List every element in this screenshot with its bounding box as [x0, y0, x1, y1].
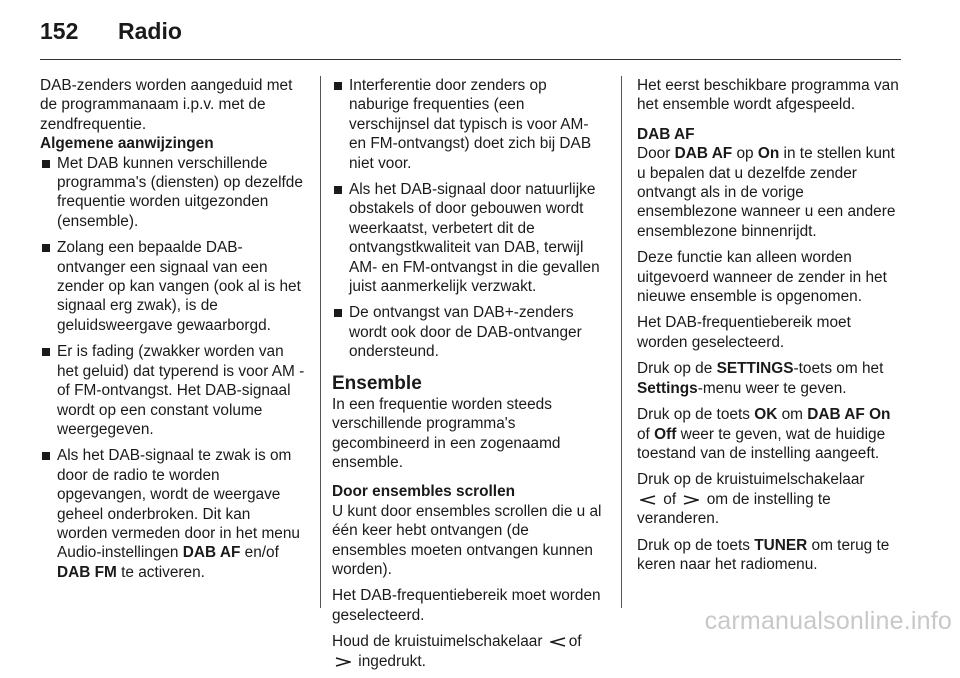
list-item — [40, 446, 305, 582]
column-2 — [332, 76, 602, 678]
bullet-list — [332, 76, 602, 362]
paragraph-text: weer te geven, wat de huidige toestand van de instelling aangeeft. — [637, 425, 886, 462]
section-title: Ensemble — [332, 372, 422, 394]
menu-item-dab-fm: DAB FM — [57, 563, 117, 581]
watermark: carmanualsonline.info — [704, 607, 952, 635]
page-number: 152 — [40, 17, 79, 44]
paragraph: Deze functie kan alleen worden uitgevoerd wanneer de zender in het nieuwe ensemble is opgenomen. — [637, 249, 887, 306]
paragraph-text: om de instelling te veranderen. — [637, 490, 831, 528]
arrow-left-icon — [550, 637, 566, 647]
option-off: Off — [654, 425, 677, 443]
column-1 — [40, 76, 305, 589]
tuner-key: TUNER — [754, 536, 808, 554]
section-heading: DAB AF — [637, 125, 695, 143]
column-divider-1 — [320, 76, 321, 608]
paragraph: Het DAB-frequentiebereik moet worden geselecteerd. — [332, 587, 601, 624]
arrow-right-icon — [335, 657, 351, 667]
page-header — [40, 14, 182, 48]
paragraph — [637, 359, 903, 398]
section-intro: In een frequentie worden steeds verschillende programma's gecombineerd in een zogenaamd ensemble. — [332, 395, 561, 471]
settings-menu: Settings — [637, 379, 698, 397]
paragraph: Het DAB-frequentiebereik moet worden geselecteerd. — [637, 314, 851, 351]
paragraph-text: om terug te keren naar het radiomenu. — [637, 536, 890, 573]
paragraph-text: -menu weer te geven. — [697, 379, 847, 397]
list-text: Als het DAB-signaal te zwak is om door de radio te worden opgevangen, wordt de weergave geheel onderbroken. Dit kan worden vermeden door in het menu Audio-instellingen — [57, 447, 300, 562]
page-title: Radio — [118, 17, 182, 44]
paragraph-text: of — [568, 633, 582, 651]
column-3 — [637, 76, 903, 581]
menu-item-dab-af: DAB AF — [182, 544, 241, 562]
option-on: On — [757, 145, 780, 163]
column-divider-2 — [621, 76, 622, 608]
menu-item-dab-af: DAB AF — [674, 145, 733, 163]
paragraph-text: Druk op de toets — [637, 536, 755, 554]
list-text: te activeren. — [116, 563, 205, 581]
intro-paragraph: DAB-zenders worden aangeduid met de programmanaam i.p.v. met de zendfrequentie. — [40, 77, 293, 133]
header-rule — [40, 59, 901, 60]
paragraph — [637, 470, 903, 528]
subheading: Door ensembles scrollen — [332, 483, 516, 501]
paragraph-text: op — [732, 145, 758, 163]
list-item: Zolang een bepaalde DAB-ontvanger een signaal van een zender op kan vangen (ook al is het signaal erg zwak), is de geluidsweergave gewaarborgd. — [40, 238, 305, 335]
paragraph: Het eerst beschikbare programma van het ensemble wordt afgespeeld. — [637, 77, 899, 114]
paragraph — [637, 536, 903, 575]
list-item: Interferentie door zenders op naburige frequenties (een verschijnsel dat typisch is voor AM- en FM-ontvangst) doet zich bij DAB niet voor. — [332, 76, 602, 173]
list-text: en/of — [240, 544, 279, 562]
arrow-left-icon — [640, 495, 656, 505]
paragraph: U kunt door ensembles scrollen die u al één keer hebt ontvangen (de ensembles moeten ontvangen kunnen worden). — [332, 502, 602, 578]
paragraph — [332, 632, 602, 671]
paragraph-text: Houd de kruistuimelschakelaar — [332, 633, 543, 651]
paragraph-text: Druk op de — [637, 360, 717, 378]
list-item: Als het DAB-signaal door natuurlijke obstakels of door gebouwen wordt weerkaatst, verbetert dit de ontvangstkwaliteit van DAB, terwijl AM- en FM-ontvangst in die gevallen juist aanmerkelijk verzwakt. — [332, 180, 602, 296]
paragraph-text: of — [663, 490, 677, 508]
section-heading: Algemene aanwijzingen — [40, 135, 214, 153]
settings-key: SETTINGS — [716, 360, 794, 378]
bullet-list — [40, 154, 305, 583]
paragraph-text: Druk op de toets — [637, 406, 755, 424]
ok-key: OK — [754, 406, 778, 424]
paragraph-text: of — [637, 425, 655, 443]
paragraph — [637, 405, 903, 463]
paragraph-text: Door — [637, 145, 675, 163]
paragraph-text: ingedrukt. — [358, 652, 426, 670]
paragraph-text: om — [777, 406, 808, 424]
list-item: Er is fading (zwakker worden van het geluid) dat typerend is voor AM - of FM-ontvangst. Het DAB-signaal wordt op een constant volume weergegeven. — [40, 342, 305, 439]
list-item: Met DAB kunnen verschillende programma's (diensten) op dezelfde frequentie worden uitgezonden (ensemble). — [40, 154, 305, 232]
paragraph-text: -toets om het — [793, 360, 884, 378]
paragraph-text: in te stellen kunt u bepalen dat u dezelfde zender ontvangt als in de vorige ensemblezone wanneer u een andere ensemblezone binnenrijdt. — [637, 145, 896, 240]
option-dab-af-on: DAB AF On — [807, 406, 891, 424]
paragraph-text: Druk op de kruistuimelschakelaar — [637, 471, 865, 489]
arrow-right-icon — [683, 495, 699, 505]
list-item: De ontvangst van DAB+-zenders wordt ook door de DAB-ontvanger ondersteund. — [332, 303, 602, 361]
paragraph — [637, 144, 903, 241]
